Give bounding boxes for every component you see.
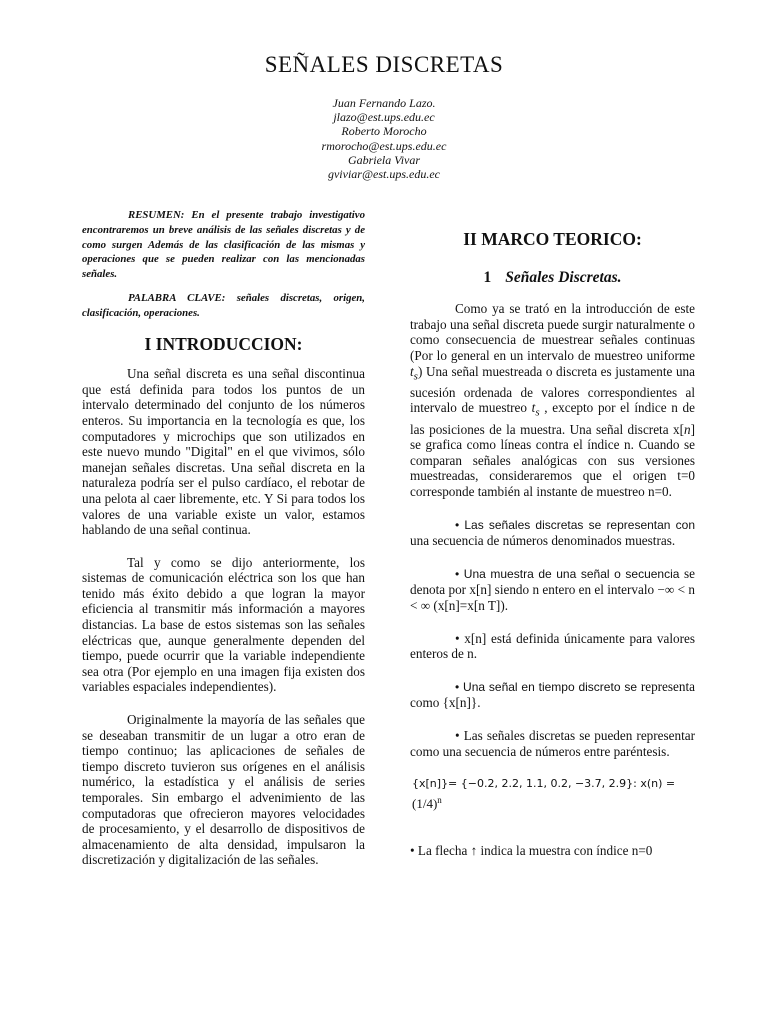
bullet-item-1 <box>410 517 695 549</box>
author-email-3: gviviar@est.ups.edu.ec <box>327 167 440 182</box>
section-heading-marco-teorico: II MARCO TEORICO: <box>463 229 642 249</box>
abstract <box>82 208 365 321</box>
formula-base: (1/4) <box>412 795 438 811</box>
author-name-3: Gabriela Vivar <box>347 152 421 167</box>
bullet-rest: representa como {x[n]}. <box>410 678 695 711</box>
subsection-number: 1 <box>483 268 492 286</box>
math-t: t <box>531 400 536 416</box>
left-column <box>82 208 365 885</box>
intro-paragraph-1: Una señal discreta es una señal discontinua que está definida para todos los puntos de un intervalo determinado del conjunto de los números enteros. Su importancia en la tecnología es que, los computadores y microchips que son utilizados en este nuevo mundo "Digital" en el que vivimos, sólo manejan señales discretas. Una señal discreta en la naturaleza podría ser el pulso cardíaco, el rebotar de una pelota al caer libremente, etc. Y Si para todos los valores de una variable existe un valor, estamos hablando de una señal continua. <box>82 366 365 538</box>
intro-paragraph-3: Originalmente la mayoría de las señales que se deseaban transmitir de un lugar a otro eran de tiempo continuo; las aplicaciones de señales de tiempo discreto tuvieron sus orígenes en el análisis numérico, la estadística y el análisis de series temporales. Sin embargo el advenimiento de las computadoras que ofrecieron mayores velocidades de procesamiento, y el desarrollo de dispositivos de almacenamiento de alta densidad, impulsaron la discretización y digitalización de las señales. <box>82 712 365 868</box>
intro-paragraph-2: Tal y como se dijo anteriormente, los sistemas de comunicación eléctrica son los que han tenido más éxito debido a que logran la mayor eficiencia al transmitir más información a mayores distancias. La base de estos sistemas son las señales eléctricas que, aunque generalmente dependen del tiempo, puede ocurrir que la variable independiente sea otra (Por ejemplo en una imagen fija existen dos variables espaciales independientes). <box>82 554 365 695</box>
bullet-lead: • Una señal en tiempo discreto se <box>455 679 638 694</box>
author-name-1: Juan Fernando Lazo. <box>332 96 436 110</box>
subsection-title: Señales Discretas. <box>505 268 622 286</box>
bullet-lead: • Las señales discretas se representan con <box>455 517 695 532</box>
bullet-lead: • Las señales discretas se pueden <box>455 727 633 743</box>
author-block <box>0 96 768 181</box>
palabra-clave-paragraph: PALABRA CLAVE: señales discretas, origen, clasificación, operaciones. <box>82 291 365 319</box>
math-t: t <box>410 363 414 379</box>
marco-paragraph <box>410 301 695 499</box>
bullet-lead: • x[n] está definida únicamente para <box>455 630 653 646</box>
formula-exponent: n <box>437 794 442 805</box>
author-email-1: jlazo@est.ups.edu.ec <box>333 110 435 125</box>
right-column <box>410 229 695 859</box>
bullet-item-3 <box>410 631 695 662</box>
section-heading-introduccion: I INTRODUCCION: <box>144 333 303 354</box>
resumen-paragraph: RESUMEN: En el presente trabajo investigativo encontraremos un breve análisis de las señales discretas y de como surgen Además de las clasificación de las mismas y operaciones que se pueden realizar con las mencionadas señales. <box>82 209 365 281</box>
bullet-rest: valores enteros de n. <box>410 630 695 662</box>
math-n: n <box>684 421 691 437</box>
text-run: ) Una señal muestreada o discreta es justamente una sucesión ordenada de valores correspondientes al intervalo de muestreo <box>410 363 695 416</box>
bullet-lead: • Una muestra de una señal o secuencia <box>455 566 680 581</box>
text-run: ] se grafica como líneas contra el índice n. Cuando se comparan señales analógicas con sus versiones muestreadas, consideraremos que el origen t=0 corresponde también al instante de muestreo n=0. <box>410 421 695 499</box>
text-run: , excepto por el índice n de las posiciones de la muestra. Una señal discreta x[ <box>410 400 695 437</box>
author-name-2: Roberto Morocho <box>341 124 427 139</box>
bullet-item-4 <box>410 679 695 711</box>
paper-title: SEÑALES DISCRETAS <box>264 52 504 77</box>
math-sub-s: s <box>413 370 418 383</box>
subsection-heading <box>410 270 695 286</box>
bullet-item-2 <box>410 566 695 614</box>
bullet-item-5 <box>410 728 695 759</box>
formula-sequence: {x[n]}= {−0.2, 2.2, 1.1, 0.2, −3.7, 2.9}: x(n) = <box>412 777 676 791</box>
author-email-2: rmorocho@est.ups.edu.ec <box>321 138 447 153</box>
bullet-rest: una secuencia de números denominados muestras. <box>410 533 676 549</box>
arrow-note: • La flecha ↑ indica la muestra con índice n=0 <box>410 843 653 859</box>
bullet-rest: se denota por x[n] siendo n entero en el intervalo −∞ < n < ∞ (x[n]=x[n T]). <box>410 565 695 613</box>
sequence-formula <box>412 776 695 813</box>
text-run: Como ya se trató en la introducción de este trabajo una señal discreta puede surgir naturalmente o como consecuencia de muestrear señales continuas (Por lo general en un intervalo de muestreo uniforme <box>410 301 695 363</box>
bullet-rest: representar como una secuencia de números entre paréntesis. <box>410 727 695 759</box>
math-sub-s: s <box>535 407 540 420</box>
